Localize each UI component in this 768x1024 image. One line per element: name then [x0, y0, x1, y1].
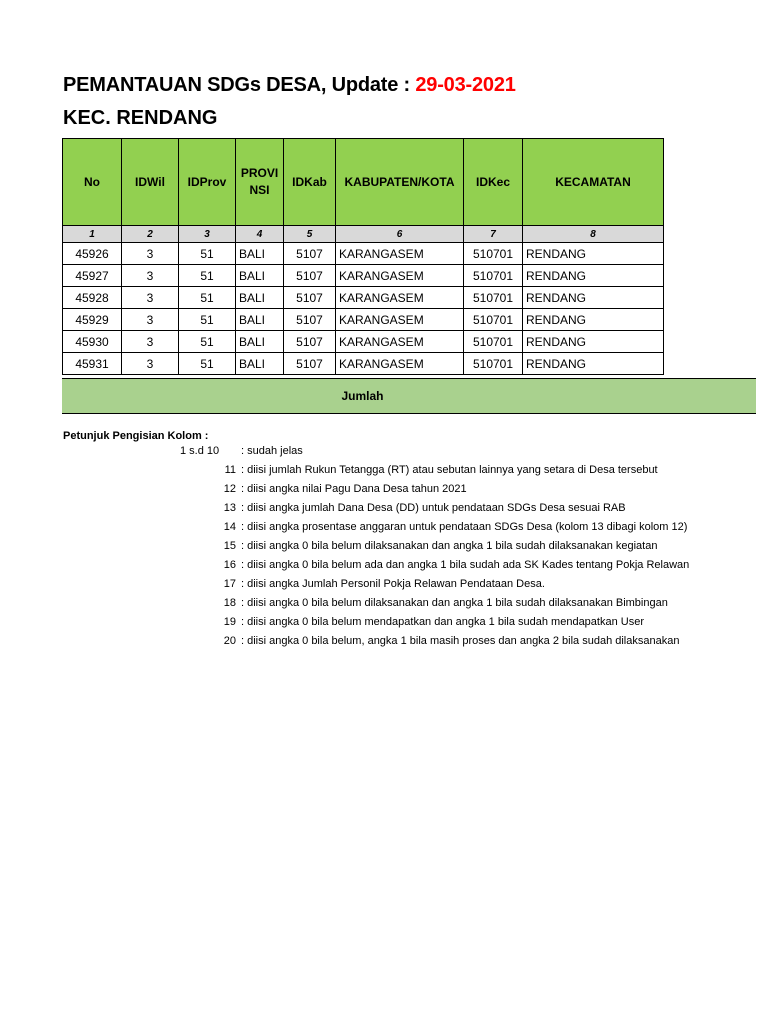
table-cell[interactable]: 3: [122, 243, 179, 265]
note-item: [0, 521, 688, 540]
table-cell[interactable]: 510701: [464, 331, 523, 353]
total-row: [62, 378, 756, 414]
note-number: 13: [223, 502, 236, 514]
table-cell[interactable]: 51: [179, 309, 236, 331]
column-number: 6: [336, 226, 464, 243]
table-cell[interactable]: BALI: [236, 243, 284, 265]
table-cell[interactable]: 3: [122, 331, 179, 353]
table-cell[interactable]: 45930: [63, 331, 122, 353]
column-header[interactable]: IDKab: [284, 139, 336, 226]
note-text: : diisi angka 0 bila belum dilaksanakan dan angka 1 bila sudah dilaksanakan kegiatan: [241, 540, 658, 552]
column-header[interactable]: KABUPATEN/KOTA: [336, 139, 464, 226]
table-cell[interactable]: 510701: [464, 265, 523, 287]
table-cell[interactable]: BALI: [236, 353, 284, 375]
note-number: 19: [223, 616, 236, 628]
monitoring-table: [62, 138, 664, 375]
table-cell[interactable]: RENDANG: [523, 309, 664, 331]
table-cell[interactable]: KARANGASEM: [336, 331, 464, 353]
table-cell[interactable]: 3: [122, 287, 179, 309]
table-cell[interactable]: 51: [179, 331, 236, 353]
column-number: 1: [63, 226, 122, 243]
table-header-row: [63, 139, 664, 226]
table-cell[interactable]: 45926: [63, 243, 122, 265]
table-row: [63, 265, 664, 287]
update-date: 29-03-2021: [415, 74, 516, 96]
note-item: [0, 483, 664, 502]
table-row: [63, 331, 664, 353]
table-cell[interactable]: KARANGASEM: [336, 265, 464, 287]
note-text: : diisi angka 0 bila belum mendapatkan dan angka 1 bila sudah mendapatkan User: [241, 616, 644, 628]
table-cell[interactable]: 51: [179, 287, 236, 309]
note-number: 18: [223, 597, 236, 609]
table-cell[interactable]: 5107: [284, 353, 336, 375]
table-cell[interactable]: 3: [122, 353, 179, 375]
column-header[interactable]: PROVINSI: [236, 139, 284, 226]
page-subtitle: KEC. RENDANG: [63, 107, 218, 129]
note-text: : diisi angka nilai Pagu Dana Desa tahun 2021: [241, 483, 467, 495]
note-text: : diisi angka 0 bila belum dilaksanakan dan angka 1 bila sudah dilaksanakan Bimbingan: [241, 597, 668, 609]
column-number-row: [63, 226, 664, 243]
table-cell[interactable]: 510701: [464, 309, 523, 331]
table-cell[interactable]: 5107: [284, 265, 336, 287]
title-text: PEMANTAUAN SDGs DESA, Update :: [63, 74, 416, 96]
note-item: [0, 635, 680, 654]
notes-title: Petunjuk Pengisian Kolom :: [63, 430, 209, 442]
table-cell[interactable]: 5107: [284, 309, 336, 331]
table-cell[interactable]: KARANGASEM: [336, 243, 464, 265]
notes-list: [0, 445, 690, 647]
note-text: : diisi angka prosentase anggaran untuk pendataan SDGs Desa (kolom 13 dibagi kolom 12): [241, 521, 688, 533]
note-number: 11: [224, 464, 236, 476]
table-cell[interactable]: 510701: [464, 353, 523, 375]
table-cell[interactable]: 51: [179, 243, 236, 265]
note-number: 16: [223, 559, 236, 571]
note-item: [0, 578, 664, 597]
column-header[interactable]: KECAMATAN: [523, 139, 664, 226]
table-cell[interactable]: 45928: [63, 287, 122, 309]
column-header[interactable]: IDProv: [179, 139, 236, 226]
table-row: [63, 287, 664, 309]
table-cell[interactable]: BALI: [236, 331, 284, 353]
note-item: [0, 502, 664, 521]
table-cell[interactable]: RENDANG: [523, 353, 664, 375]
note-text: : diisi angka 0 bila belum ada dan angka 1 bila sudah ada SK Kades tentang Pokja Relawan: [241, 559, 690, 571]
table-cell[interactable]: BALI: [236, 309, 284, 331]
table-cell[interactable]: 45927: [63, 265, 122, 287]
page-title: [63, 74, 516, 97]
table-cell[interactable]: 3: [122, 265, 179, 287]
column-number: 3: [179, 226, 236, 243]
table-row: [63, 309, 664, 331]
table-cell[interactable]: 51: [179, 353, 236, 375]
note-text: : sudah jelas: [241, 445, 303, 457]
table-cell[interactable]: KARANGASEM: [336, 287, 464, 309]
table-cell[interactable]: 510701: [464, 243, 523, 265]
note-text: : diisi angka 0 bila belum, angka 1 bila masih proses dan angka 2 bila sudah dilaksanakan: [241, 635, 680, 647]
note-number: 17: [223, 578, 236, 590]
note-item: [0, 540, 664, 559]
table-cell[interactable]: 5107: [284, 331, 336, 353]
note-item: [0, 559, 690, 578]
note-item: [0, 597, 668, 616]
table-cell[interactable]: KARANGASEM: [336, 309, 464, 331]
column-header[interactable]: No: [63, 139, 122, 226]
note-item: [0, 445, 664, 464]
column-header[interactable]: IDWil: [122, 139, 179, 226]
table-cell[interactable]: RENDANG: [523, 243, 664, 265]
table-cell[interactable]: 510701: [464, 287, 523, 309]
note-text: : diisi angka jumlah Dana Desa (DD) untuk pendataan SDGs Desa sesuai RAB: [241, 502, 626, 514]
column-header[interactable]: IDKec: [464, 139, 523, 226]
note-number: 14: [223, 521, 236, 533]
note-number: 15: [223, 540, 236, 552]
table-cell[interactable]: 5107: [284, 243, 336, 265]
note-number: 20: [223, 635, 236, 647]
table-row: [63, 353, 664, 375]
table-cell[interactable]: 45929: [63, 309, 122, 331]
table-cell[interactable]: RENDANG: [523, 287, 664, 309]
column-number: 7: [464, 226, 523, 243]
note-text: : diisi angka Jumlah Personil Pokja Relawan Pendataan Desa.: [241, 578, 545, 590]
note-number: 1 s.d 10: [180, 445, 220, 457]
table-cell[interactable]: RENDANG: [523, 265, 664, 287]
note-item: [0, 616, 664, 635]
table-cell[interactable]: BALI: [236, 265, 284, 287]
total-label: Jumlah: [341, 389, 384, 403]
note-item: [0, 464, 664, 483]
table-cell[interactable]: 5107: [284, 287, 336, 309]
table-row: [63, 243, 664, 265]
table-cell[interactable]: 3: [122, 309, 179, 331]
column-number: 4: [236, 226, 284, 243]
column-number: 8: [523, 226, 664, 243]
column-number: 2: [122, 226, 179, 243]
table-cell[interactable]: 45931: [63, 353, 122, 375]
column-number: 5: [284, 226, 336, 243]
note-text: : diisi jumlah Rukun Tetangga (RT) atau sebutan lainnya yang setara di Desa tersebut: [241, 464, 658, 476]
table-cell[interactable]: KARANGASEM: [336, 353, 464, 375]
table-cell[interactable]: 51: [179, 265, 236, 287]
table-cell[interactable]: RENDANG: [523, 331, 664, 353]
note-number: 12: [223, 483, 236, 495]
table-cell[interactable]: BALI: [236, 287, 284, 309]
